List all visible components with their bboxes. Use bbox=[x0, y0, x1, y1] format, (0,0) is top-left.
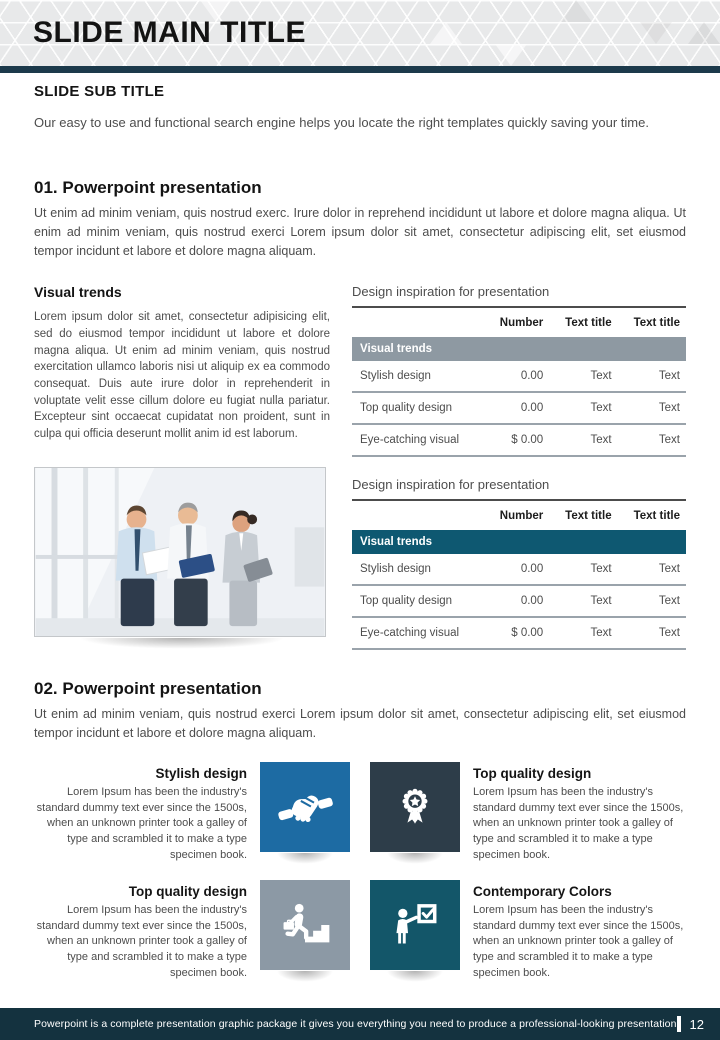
table-cell: Text bbox=[549, 617, 617, 649]
table-cell: Text bbox=[549, 585, 617, 617]
left-column bbox=[34, 284, 330, 652]
business-team-photo-illustration bbox=[35, 468, 325, 636]
design-inspiration-table-1 bbox=[352, 306, 686, 457]
table-1-title: Design inspiration for presentation bbox=[352, 284, 550, 300]
two-column-area bbox=[34, 284, 686, 652]
footer-text: Powerpoint is a complete presentation graphic package it gives you everything you need to produce a professional-looking presentation bbox=[34, 1018, 677, 1030]
feature-body: Lorem Ipsum has been the industry's standard dummy text ever since the 1500s, when an unknown printer took a galley of type and scrambled it to make a type specimen book. bbox=[36, 786, 247, 861]
table-row bbox=[352, 424, 686, 456]
table-header-row bbox=[352, 307, 686, 337]
footer-bar bbox=[0, 1008, 720, 1040]
banner-triangle bbox=[430, 22, 462, 44]
feature-icon-box bbox=[370, 762, 460, 852]
table-header-cell: Number bbox=[499, 510, 544, 523]
feature-body: Lorem Ipsum has been the industry's standard dummy text ever since the 1500s, when an unknown printer took a galley of type and scrambled it to make a type specimen book. bbox=[473, 904, 684, 979]
business-team-photo bbox=[34, 467, 326, 637]
table-cell: Text bbox=[549, 424, 617, 456]
feature-grid bbox=[34, 762, 686, 986]
header-banner bbox=[0, 0, 720, 66]
table-band-label: Visual trends bbox=[352, 530, 686, 554]
career-stairs-icon bbox=[276, 896, 334, 954]
feature-title: Stylish design bbox=[155, 766, 247, 782]
table-row bbox=[352, 585, 686, 617]
award-badge-icon bbox=[386, 778, 444, 836]
table-cell: Text bbox=[618, 585, 686, 617]
table-block-2 bbox=[352, 477, 686, 650]
page-number: 12 bbox=[689, 1016, 704, 1032]
table-cell: Text bbox=[618, 617, 686, 649]
photo-shadow bbox=[40, 638, 324, 653]
intro-paragraph: Our easy to use and functional search engine helps you locate the right templates quickly saving your time. bbox=[34, 115, 649, 130]
table-2-title: Design inspiration for presentation bbox=[352, 477, 550, 493]
table-cell: Text bbox=[618, 424, 686, 456]
right-column bbox=[352, 284, 686, 652]
feature-contemporary-colors bbox=[370, 880, 686, 986]
table-cell: Text bbox=[549, 392, 617, 424]
table-band-label: Visual trends bbox=[352, 337, 686, 361]
page-title: SLIDE MAIN TITLE bbox=[33, 16, 306, 49]
table-header-cell: Number bbox=[499, 317, 544, 330]
table-cell: Top quality design bbox=[352, 585, 484, 617]
slide-subtitle: SLIDE SUB TITLE bbox=[34, 83, 165, 100]
table-block-1 bbox=[352, 284, 686, 457]
table-cell: Text bbox=[658, 370, 680, 383]
visual-trends-heading: Visual trends bbox=[34, 284, 122, 301]
feature-title: Top quality design bbox=[473, 766, 592, 782]
section-01-body: Ut enim ad minim veniam, quis nostrud exerc. Irure dolor in reprehend incididunt ut labore et dolore magna aliqua. Ut enim ad minim veniam, quis nostrud exerci Lorem ipsum dolor sit amet, consectetur adipiscing elit, set eiusmod tempor incidunt et labore et dolore magna aliquam. bbox=[34, 206, 686, 258]
table-header-cell bbox=[352, 500, 484, 530]
feature-stylish-design bbox=[34, 762, 350, 868]
feature-body: Lorem Ipsum has been the industry's standard dummy text ever since the 1500s, when an unknown printer took a galley of type and scrambled it to make a type specimen book. bbox=[473, 786, 684, 861]
table-cell: Text bbox=[658, 563, 680, 576]
table-header-cell: Text title bbox=[633, 510, 680, 523]
table-cell: Text bbox=[618, 392, 686, 424]
design-inspiration-table-2 bbox=[352, 499, 686, 650]
feature-top-quality-design bbox=[370, 762, 686, 868]
banner-triangle bbox=[640, 22, 672, 44]
table-cell: $ 0.00 bbox=[484, 617, 549, 649]
table-cell: Text bbox=[590, 370, 612, 383]
icon-box-shadow bbox=[266, 853, 344, 868]
banner-triangle bbox=[560, 0, 592, 22]
table-header-cell: Text title bbox=[565, 510, 612, 523]
banner-triangle bbox=[688, 22, 720, 44]
table-cell: Eye-catching visual bbox=[352, 424, 484, 456]
table-cell: $ 0.00 bbox=[484, 424, 549, 456]
feature-top-quality-design-2 bbox=[34, 880, 350, 986]
table-row bbox=[352, 361, 686, 392]
handshake-icon bbox=[276, 778, 334, 836]
banner-triangle bbox=[495, 44, 527, 66]
table-row bbox=[352, 617, 686, 649]
feature-title: Top quality design bbox=[128, 884, 247, 900]
visual-trends-body: Lorem ipsum dolor sit amet, consectetur adipisicing elit, sed do eiusmod tempor incididunt ut labore et dolore magna aliqua. Ut enim ad minim veniam, quis nostrud exercitation ullamco laboris nisi ut aliquip ex ea commodo consequat. Duis aute irure dolor in reprehenderit in voluptate velit esse cillum dolore eu fugiat nulla pariatur. Excepteur sint occaecat cupidatat non proident, sunt in culpa qui officia deserunt mollit anim id est laborum. bbox=[34, 311, 330, 441]
table-header-row bbox=[352, 500, 686, 530]
table-cell: Stylish design bbox=[360, 563, 431, 576]
table-cell: Text bbox=[590, 563, 612, 576]
section-02-heading: 02. Powerpoint presentation bbox=[34, 678, 262, 698]
table-cell: 0.00 bbox=[484, 585, 549, 617]
feature-body: Lorem Ipsum has been the industry's standard dummy text ever since the 1500s, when an unknown printer took a galley of type and scrambled it to make a type specimen book. bbox=[36, 904, 247, 979]
table-header-cell bbox=[352, 307, 484, 337]
table-band-row bbox=[352, 337, 686, 361]
table-header-cell: Text title bbox=[633, 317, 680, 330]
icon-box-shadow bbox=[376, 971, 454, 986]
page-number-divider bbox=[677, 1016, 681, 1032]
icon-box-shadow bbox=[266, 971, 344, 986]
table-cell: 0.00 bbox=[484, 392, 549, 424]
feature-icon-box bbox=[260, 762, 350, 852]
table-cell: Stylish design bbox=[360, 370, 431, 383]
feature-icon-box bbox=[260, 880, 350, 970]
table-header-cell: Text title bbox=[565, 317, 612, 330]
table-band-row bbox=[352, 530, 686, 554]
feature-title: Contemporary Colors bbox=[473, 884, 612, 900]
table-row bbox=[352, 392, 686, 424]
icon-box-shadow bbox=[376, 853, 454, 868]
table-cell: 0.00 bbox=[520, 563, 544, 576]
section-02-body: Ut enim ad minim veniam, quis nostrud exerci Lorem ipsum dolor sit amet, consectetur adipiscing elit, set eiusmod tempor incidunt et labore et dolore magna aliquam. bbox=[34, 706, 686, 740]
feature-icon-box bbox=[370, 880, 460, 970]
table-cell: Top quality design bbox=[352, 392, 484, 424]
header-divider-bar bbox=[0, 66, 720, 73]
section-01-heading: 01. Powerpoint presentation bbox=[34, 178, 262, 198]
table-cell: 0.00 bbox=[520, 370, 544, 383]
table-row bbox=[352, 554, 686, 585]
table-cell: Eye-catching visual bbox=[352, 617, 484, 649]
presenter-checkbox-icon bbox=[386, 896, 444, 954]
page-number-group bbox=[677, 1016, 704, 1032]
